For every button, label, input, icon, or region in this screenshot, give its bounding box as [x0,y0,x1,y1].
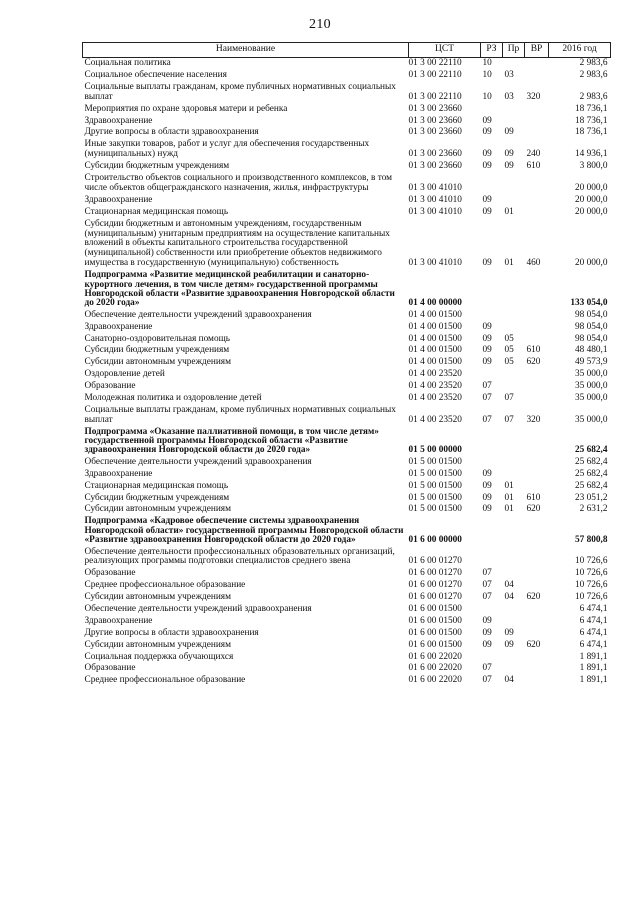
row-cst-code: 01 6 00 22020 [408,675,462,686]
row-rz-code: 09 [482,627,492,638]
table-row [83,393,611,405]
row-amount: 35 000,0 [574,381,608,392]
row-rz-code: 09 [482,492,492,503]
row-rz-code: 09 [482,345,492,356]
table-row [83,195,611,207]
column-header-vr: ВР [525,43,549,58]
row-pr-code [503,270,525,310]
row-vr-code: 320 [526,414,541,425]
row-pr-code: 01 [504,480,514,491]
row-amount: 48 480,1 [574,345,608,356]
table-row [83,504,611,516]
table-row [83,469,611,481]
table-row [83,321,611,333]
row-amount: 35 000,0 [574,369,608,380]
row-name: Стационарная медицинская помощь [84,206,229,217]
row-name: Субсидии бюджетным учреждениям [84,345,230,356]
row-vr-code [525,480,549,492]
row-name: Среднее профессиональное образование [84,675,246,686]
row-amount: 18 736,1 [574,115,608,126]
row-cst-code: 01 3 00 41010 [408,182,462,193]
table-row [83,675,611,687]
row-cst-code: 01 6 00 01270 [408,568,462,579]
row-rz-code: 07 [482,663,492,674]
row-name: Образование [84,381,136,392]
row-cst-code: 01 3 00 41010 [408,206,462,217]
row-amount: 98 054,0 [574,333,608,344]
row-vr-code [525,321,549,333]
row-rz-code [481,103,503,115]
table-row [83,57,611,69]
table-row [83,492,611,504]
row-vr-code: 610 [526,345,541,356]
table-row [83,369,611,381]
row-amount: 14 936,1 [574,149,608,160]
row-vr-code [525,70,549,82]
row-rz-code: 09 [482,115,492,126]
row-cst-code: 01 3 00 41010 [408,194,462,205]
table-row [83,381,611,393]
table-row [83,333,611,345]
row-vr-code [525,207,549,219]
row-amount: 35 000,0 [574,414,608,425]
row-pr-code: 07 [504,392,514,403]
row-vr-code [525,516,549,546]
row-pr-code: 09 [504,149,514,160]
column-header-pr: Пр [503,43,525,58]
row-amount: 57 800,8 [574,534,608,545]
row-cst-code: 01 6 00 00000 [408,534,462,545]
column-header-rz: РЗ [481,43,503,58]
row-name: Здравоохранение [84,194,153,205]
row-name: Субсидии бюджетным и автономным учреждениям, государственным (муниципальным) унитарным предприятиям на осуществление капитальных вложений в объекты капитального строительства государственной (муниципальной) собственности или приобретение объектов недвижимого имущества в государственную (муниципальную) собственность [84,218,390,269]
row-cst-code: 01 3 00 23660 [408,161,462,172]
table-row [83,516,611,546]
row-vr-code [525,546,549,568]
row-amount: 2 983,6 [579,91,608,102]
table-row [83,127,611,139]
row-cst-code: 01 4 00 01500 [408,309,462,320]
table-row [83,70,611,82]
row-vr-code [525,57,549,69]
row-pr-code: 09 [504,627,514,638]
row-vr-code [525,616,549,628]
row-vr-code [525,310,549,322]
row-pr-code: 05 [504,357,514,368]
row-pr-code: 04 [504,592,514,603]
row-vr-code [525,195,549,207]
row-vr-code [525,103,549,115]
row-amount: 10 726,6 [574,580,608,591]
row-vr-code: 610 [526,161,541,172]
row-rz-code [481,270,503,310]
row-name: Здравоохранение [84,468,153,479]
row-vr-code: 620 [526,639,541,650]
row-rz-code: 09 [482,206,492,217]
row-rz-code: 09 [482,333,492,344]
row-cst-code: 01 5 00 01500 [408,504,462,515]
row-cst-code: 01 6 00 01500 [408,639,462,650]
row-vr-code [525,333,549,345]
row-vr-code [525,270,549,310]
row-pr-code [503,115,525,127]
row-vr-code [525,663,549,675]
row-name: Субсидии бюджетным учреждениям [84,492,230,503]
row-rz-code: 07 [482,568,492,579]
row-cst-code: 01 5 00 01500 [408,492,462,503]
row-cst-code: 01 3 00 23660 [408,115,462,126]
row-amount: 25 682,4 [574,444,608,455]
row-name: Социальное обеспечение населения [84,69,227,80]
budget-table [82,42,611,687]
row-name: Образование [84,663,136,674]
row-name: Строительство объектов социального и производственного комплексов, в том числе объектов общегражданского назначения, жилья, инфраструктуры [84,173,393,193]
row-cst-code: 01 3 00 23660 [408,149,462,160]
row-vr-code [525,369,549,381]
row-vr-code: 620 [526,592,541,603]
row-amount: 2 983,6 [579,69,608,80]
row-rz-code: 09 [482,149,492,160]
row-amount: 2 983,6 [579,58,608,69]
row-rz-code: 10 [482,91,492,102]
row-pr-code: 05 [504,333,514,344]
row-vr-code [525,580,549,592]
row-cst-code: 01 6 00 01500 [408,603,462,614]
row-name: Здравоохранение [84,321,153,332]
row-pr-code [503,369,525,381]
row-amount: 6 474,1 [579,627,608,638]
row-amount: 35 000,0 [574,392,608,403]
row-name: Обеспечение деятельности учреждений здравоохранения [84,603,312,614]
row-name: Социальные выплаты гражданам, кроме публичных нормативных социальных выплат [84,81,396,102]
row-amount: 133 054,0 [570,297,608,308]
row-name: Подпрограмма «Кадровое обеспечение системы здравоохранения Новгородской области» государственной программы Новгородской области «Развитие здравоохранения Новгородской области до 2020 года» [84,516,404,546]
row-amount: 2 631,2 [579,504,608,515]
row-cst-code: 01 4 00 01500 [408,321,462,332]
row-pr-code [503,103,525,115]
table-row [83,103,611,115]
table-row [83,115,611,127]
row-name: Социальные выплаты гражданам, кроме публичных нормативных социальных выплат [84,404,396,425]
row-name: Подпрограмма «Оказание паллиативной помощи, в том числе детям» государственной программы Новгородской области «Развитие здравоохранения Новгородской области до 2020 года» [84,426,379,456]
row-cst-code: 01 4 00 01500 [408,333,462,344]
row-name: Субсидии автономным учреждениям [84,639,231,650]
table-row [83,82,611,104]
table-row [83,568,611,580]
row-rz-code: 10 [482,69,492,80]
table-row [83,616,611,628]
row-rz-code: 07 [482,592,492,603]
row-name: Санаторно-оздоровительная помощь [84,333,230,344]
row-vr-code [525,675,549,687]
table-row [83,604,611,616]
row-amount: 1 891,1 [579,675,608,686]
row-cst-code: 01 6 00 01270 [408,592,462,603]
row-pr-code: 01 [504,504,514,515]
row-rz-code [481,369,503,381]
row-rz-code: 09 [482,258,492,269]
row-name: Иные закупки товаров, работ и услуг для обеспечения государственных (муниципальных) нужд [84,139,370,160]
row-rz-code [481,651,503,663]
column-header-year: 2016 год [549,43,611,58]
row-pr-code [503,604,525,616]
row-name: Оздоровление детей [84,369,165,380]
row-cst-code: 01 5 00 01500 [408,456,462,467]
row-amount: 20 000,0 [574,258,608,269]
row-cst-code: 01 4 00 01500 [408,345,462,356]
row-pr-code: 09 [504,127,514,138]
row-cst-code: 01 6 00 01500 [408,627,462,638]
row-cst-code: 01 6 00 01270 [408,556,462,567]
row-pr-code [503,173,525,195]
row-amount: 25 682,4 [574,456,608,467]
row-pr-code: 04 [504,675,514,686]
page-number: 210 [309,17,331,32]
row-pr-code [503,57,525,69]
row-cst-code: 01 6 00 22020 [408,651,462,662]
row-cst-code: 01 4 00 23520 [408,392,462,403]
row-vr-code: 240 [526,149,541,160]
row-amount: 10 726,6 [574,568,608,579]
row-cst-code: 01 6 00 01270 [408,580,462,591]
row-rz-code: 09 [482,480,492,491]
row-pr-code: 05 [504,345,514,356]
row-amount: 98 054,0 [574,321,608,332]
row-pr-code [503,321,525,333]
table-row [83,480,611,492]
row-cst-code: 01 4 00 23520 [408,369,462,380]
row-cst-code: 01 5 00 01500 [408,480,462,491]
row-vr-code [525,381,549,393]
row-name: Другие вопросы в области здравоохранения [84,627,259,638]
row-amount: 18 736,1 [574,103,608,114]
table-row [83,457,611,469]
table-row [83,580,611,592]
row-amount: 6 474,1 [579,639,608,650]
row-name: Мероприятия по охране здоровья матери и ребенка [84,103,288,114]
row-pr-code [503,663,525,675]
row-pr-code: 01 [504,206,514,217]
row-cst-code: 01 3 00 22110 [408,69,462,80]
row-cst-code: 01 4 00 00000 [408,297,462,308]
row-name: Обеспечение деятельности профессиональных образовательных организаций, реализующих программы подготовки специалистов среднего звена [84,546,395,567]
row-rz-code: 09 [482,194,492,205]
row-rz-code [481,604,503,616]
row-rz-code: 07 [482,414,492,425]
row-pr-code: 09 [504,161,514,172]
row-vr-code: 620 [526,357,541,368]
row-rz-code: 09 [482,357,492,368]
row-name: Среднее профессиональное образование [84,580,246,591]
table-row [83,218,611,270]
row-name: Обеспечение деятельности учреждений здравоохранения [84,456,312,467]
table-row [83,357,611,369]
row-name: Здравоохранение [84,115,153,126]
row-pr-code [503,469,525,481]
row-pr-code [503,546,525,568]
table-header [83,43,611,58]
row-amount: 20 000,0 [574,206,608,217]
row-rz-code: 07 [482,392,492,403]
table-row [83,628,611,640]
row-amount: 18 736,1 [574,127,608,138]
table-row [83,270,611,310]
row-rz-code: 09 [482,639,492,650]
row-rz-code [481,310,503,322]
row-pr-code [503,195,525,207]
row-amount: 10 726,6 [574,592,608,603]
row-pr-code [503,516,525,546]
row-rz-code [481,546,503,568]
row-amount: 49 573,9 [574,357,608,368]
row-pr-code: 03 [504,69,514,80]
row-pr-code: 04 [504,580,514,591]
row-name: Субсидии автономным учреждениям [84,592,231,603]
row-amount: 23 051,2 [574,492,608,503]
row-pr-code [503,568,525,580]
row-vr-code [525,568,549,580]
row-amount: 10 726,6 [574,556,608,567]
column-header-cst: ЦСТ [409,43,481,58]
column-header-name: Наименование [83,43,409,58]
row-cst-code: 01 6 00 22020 [408,663,462,674]
row-cst-code: 01 5 00 01500 [408,468,462,479]
row-amount: 1 891,1 [579,651,608,662]
row-rz-code: 09 [482,615,492,626]
table-row [83,592,611,604]
row-amount: 3 800,0 [579,161,608,172]
row-pr-code [503,381,525,393]
row-cst-code: 01 6 00 01500 [408,615,462,626]
row-name: Субсидии автономным учреждениям [84,504,231,515]
table-row [83,426,611,456]
row-cst-code: 01 3 00 23660 [408,103,462,114]
row-pr-code [503,616,525,628]
row-amount: 20 000,0 [574,194,608,205]
row-rz-code: 09 [482,504,492,515]
row-rz-code: 09 [482,468,492,479]
row-name: Образование [84,568,136,579]
row-rz-code [481,426,503,456]
table-row [83,405,611,427]
row-rz-code: 10 [482,58,492,69]
row-rz-code: 07 [482,381,492,392]
table-row [83,161,611,173]
row-pr-code [503,310,525,322]
table-row [83,639,611,651]
table-row [83,546,611,568]
row-pr-code [503,651,525,663]
row-pr-code [503,426,525,456]
row-vr-code [525,115,549,127]
table-row [83,345,611,357]
row-rz-code [481,173,503,195]
row-name: Молодежная политика и оздоровление детей [84,392,262,403]
row-cst-code: 01 3 00 41010 [408,258,462,269]
row-vr-code: 320 [526,91,541,102]
row-vr-code [525,469,549,481]
row-name: Другие вопросы в области здравоохранения [84,127,259,138]
row-name: Здравоохранение [84,615,153,626]
table-body [83,57,611,687]
row-rz-code: 09 [482,161,492,172]
row-cst-code: 01 4 00 23520 [408,414,462,425]
row-rz-code [481,457,503,469]
row-vr-code: 610 [526,492,541,503]
row-name: Стационарная медицинская помощь [84,480,229,491]
table-row [83,663,611,675]
row-amount: 20 000,0 [574,182,608,193]
row-vr-code [525,426,549,456]
table-row [83,173,611,195]
row-pr-code: 01 [504,258,514,269]
row-amount: 25 682,4 [574,480,608,491]
row-vr-code [525,604,549,616]
row-rz-code: 09 [482,321,492,332]
row-vr-code [525,628,549,640]
row-vr-code [525,393,549,405]
row-rz-code [481,516,503,546]
row-amount: 25 682,4 [574,468,608,479]
row-cst-code: 01 3 00 23660 [408,127,462,138]
row-name: Подпрограмма «Развитие медицинской реабилитации и санаторно-курортного лечения, в том числе детям» государственной программы Новгородской области «Развитие здравоохранения Новгородской области до 2020 года» [84,270,395,309]
row-vr-code: 620 [526,504,541,515]
row-vr-code: 460 [526,258,541,269]
row-amount: 6 474,1 [579,615,608,626]
row-amount: 6 474,1 [579,603,608,614]
row-rz-code: 07 [482,580,492,591]
row-vr-code [525,173,549,195]
row-vr-code [525,651,549,663]
row-name: Обеспечение деятельности учреждений здравоохранения [84,309,312,320]
row-pr-code: 07 [504,414,514,425]
row-cst-code: 01 3 00 22110 [408,58,462,69]
table-row [83,310,611,322]
row-cst-code: 01 4 00 01500 [408,357,462,368]
table-row [83,207,611,219]
row-vr-code [525,127,549,139]
table-row [83,651,611,663]
row-name: Субсидии бюджетным учреждениям [84,161,230,172]
row-name: Социальная политика [84,58,171,69]
row-pr-code: 03 [504,91,514,102]
row-rz-code: 07 [482,675,492,686]
table-row [83,139,611,161]
row-name: Социальная поддержка обучающихся [84,651,234,662]
row-cst-code: 01 4 00 23520 [408,381,462,392]
row-pr-code: 09 [504,639,514,650]
row-amount: 1 891,1 [579,663,608,674]
row-cst-code: 01 5 00 00000 [408,444,462,455]
row-cst-code: 01 3 00 22110 [408,91,462,102]
row-rz-code: 09 [482,127,492,138]
row-name: Субсидии автономным учреждениям [84,357,231,368]
row-vr-code [525,457,549,469]
row-amount: 98 054,0 [574,309,608,320]
row-pr-code: 01 [504,492,514,503]
row-pr-code [503,457,525,469]
